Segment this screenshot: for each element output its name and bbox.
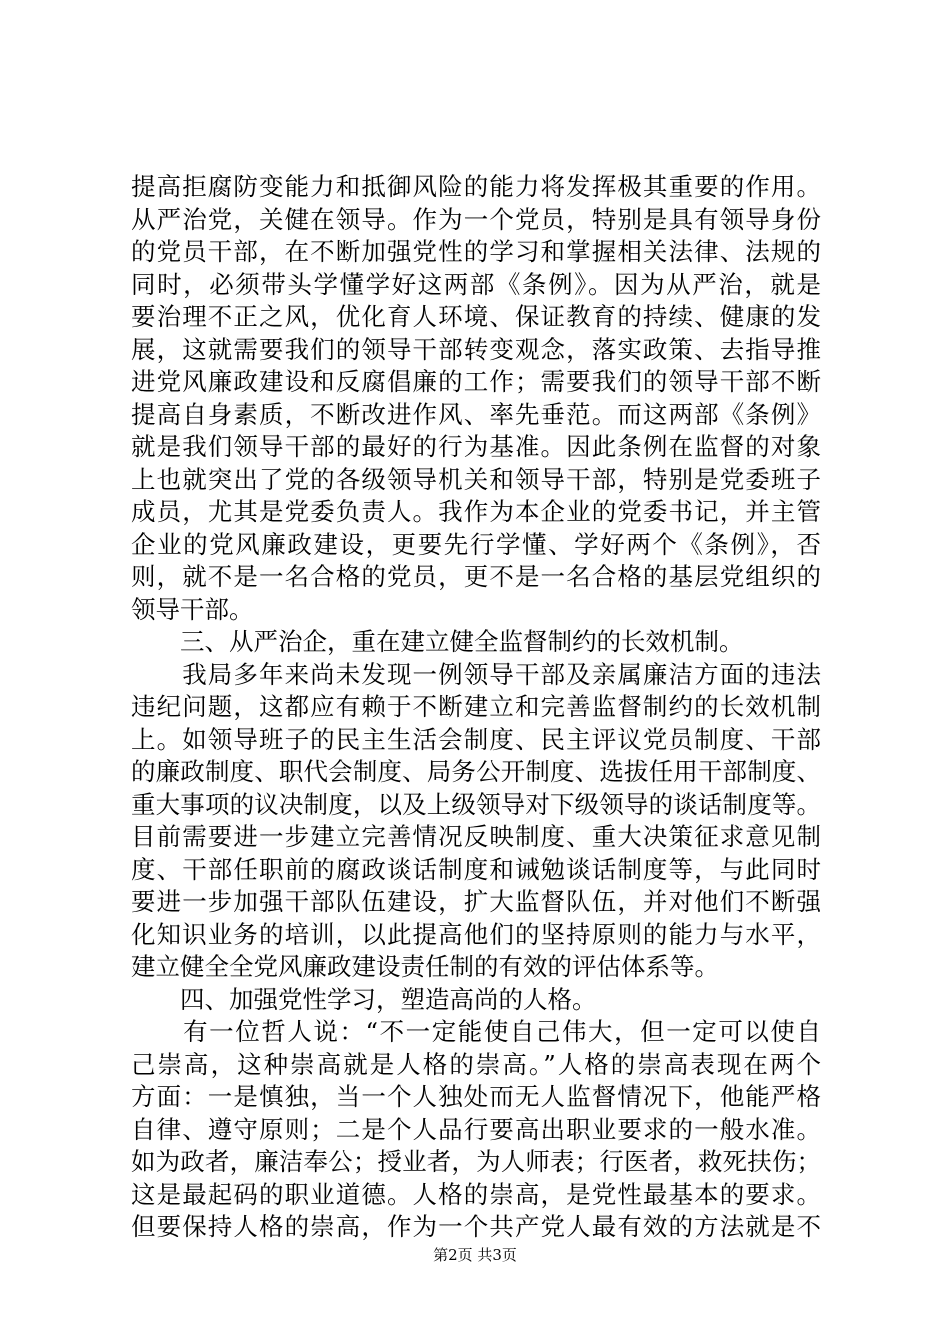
text-line: 自律、遵守原则；二是个人品行要高出职业要求的一般水准。 [131, 1114, 821, 1144]
text-line: 从严治党，关健在领导。作为一个党员，特别是具有领导身份 [131, 204, 821, 234]
text-line: 上。如领导班子的民主生活会制度、民主评议党员制度、干部 [131, 724, 821, 754]
text-line: 度、干部任职前的腐政谈话制度和诫勉谈话制度等，与此同时 [131, 854, 821, 884]
text-line: 则，就不是一名合格的党员，更不是一名合格的基层党组织的 [131, 562, 821, 591]
text-line: 的党员干部，在不断加强党性的学习和掌握相关法律、法规的 [131, 237, 821, 266]
section-heading: 三、从严治企，重在建立健全监督制约的长效机制。 [131, 627, 744, 656]
text-line: 建立健全全党风廉政建设责任制的有效的评估体系等。 [131, 952, 719, 981]
text-line: 企业的党风廉政建设，更要先行学懂、学好两个《条例》，否 [131, 529, 821, 559]
text-line: 展，这就需要我们的领导干部转变观念，落实政策、去指导推 [131, 334, 821, 364]
text-line: 我局多年来尚未发现一例领导干部及亲属廉洁方面的违法 [131, 659, 821, 689]
text-line: 进党风廉政建设和反腐倡廉的工作；需要我们的领导干部不断 [131, 367, 821, 396]
text-line: 要进一步加强干部队伍建设，扩大监督队伍，并对他们不断强 [131, 887, 821, 916]
text-line: 己崇高，这种崇高就是人格的崇高。”人格的崇高表现在两个 [131, 1049, 821, 1079]
text-line: 的廉政制度、职代会制度、局务公开制度、选拔任用干部制度、 [131, 757, 821, 786]
text-line: 这是最起码的职业道德。人格的崇高，是党性最基本的要求。 [131, 1179, 821, 1209]
text-line: 成员，尤其是党委负责人。我作为本企业的党委书记，并主管 [131, 497, 821, 526]
text-line: 上也就突出了党的各级领导机关和领导干部，特别是党委班子 [131, 464, 821, 494]
text-line: 提高自身素质，不断改进作风、率先垂范。而这两部《条例》 [131, 399, 821, 429]
text-line: 提高拒腐防变能力和抵御风险的能力将发挥极其重要的作用。 [131, 172, 821, 201]
text-line: 领导干部。 [131, 594, 254, 624]
page-footer [0, 1245, 950, 1265]
text-line: 要治理不正之风，优化育人环境、保证教育的持续、健康的发 [131, 302, 821, 331]
text-line: 目前需要进一步建立完善情况反映制度、重大决策征求意见制 [131, 822, 821, 851]
text-line: 重大事项的议决制度，以及上级领导对下级领导的谈话制度等。 [131, 789, 821, 819]
text-line: 方面：一是慎独，当一个人独处而无人监督情况下，他能严格 [131, 1082, 821, 1111]
section-heading: 四、加强党性学习，塑造高尚的人格。 [131, 984, 597, 1014]
text-line: 就是我们领导干部的最好的行为基准。因此条例在监督的对象 [131, 432, 821, 461]
text-line: 同时，必须带头学懂学好这两部《条例》。因为从严治，就是 [131, 269, 821, 299]
text-line: 化知识业务的培训，以此提高他们的坚持原则的能力与水平， [131, 919, 821, 949]
text-line: 如为政者，廉洁奉公；授业者，为人师表；行医者，救死扶伤； [131, 1147, 821, 1176]
document-body [131, 171, 821, 1244]
text-line: 但要保持人格的崇高，作为一个共产党人最有效的方法就是不 [131, 1212, 821, 1241]
text-line: 有一位哲人说：“不一定能使自己伟大，但一定可以使自 [131, 1017, 821, 1046]
page-number-label: 第2页 共3页 [433, 1246, 517, 1264]
text-line: 违纪问题，这都应有赖于不断建立和完善监督制约的长效机制 [131, 692, 821, 721]
